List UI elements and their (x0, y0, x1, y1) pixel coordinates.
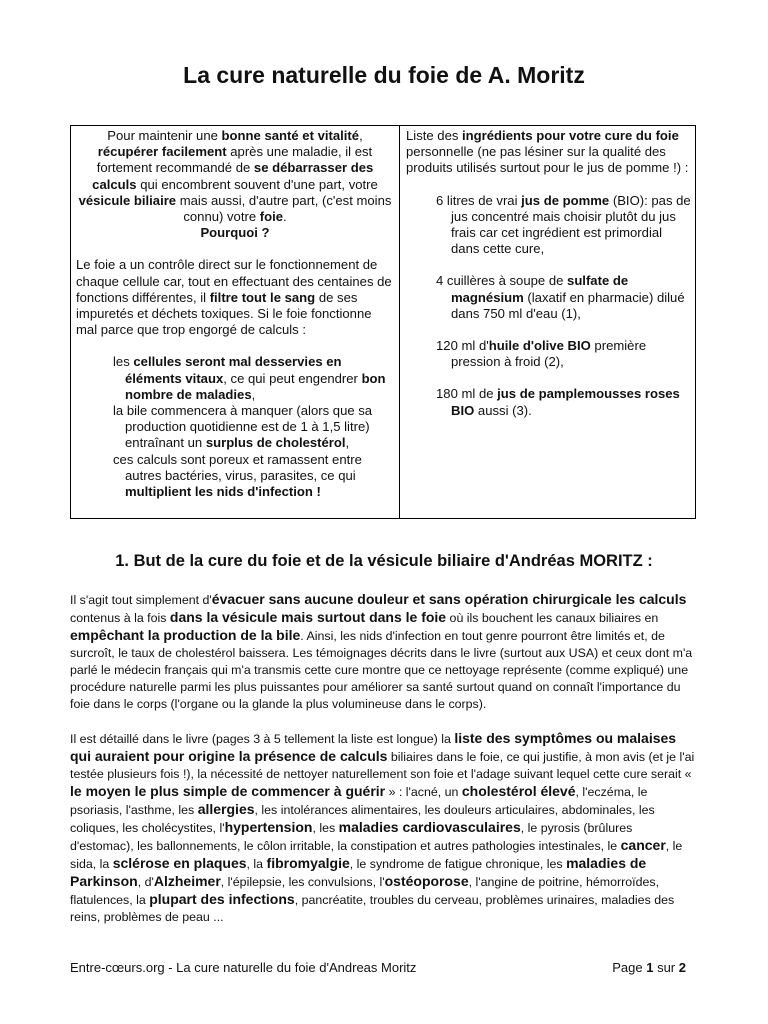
bold-phrase: jus de pamplemousses roses BIO (451, 386, 680, 418)
page-number: Page 1 sur 2 (612, 960, 686, 975)
text-run: , la (246, 857, 267, 871)
left-bullet-2 (76, 403, 394, 452)
text-run: Pour maintenir une (107, 128, 222, 143)
bold-phrase: se débarrasser des calculs (92, 160, 374, 192)
text-run: , d' (137, 875, 154, 889)
text-run: , le sida, la (70, 839, 683, 871)
text-run: 120 ml d' (436, 338, 489, 354)
text-run: , ce qui peut engendrer (223, 370, 362, 386)
bold-phrase: ingrédients pour votre cure du foie (462, 128, 679, 143)
text-run: » : l'acné, un (385, 785, 462, 799)
text-run: Le foie a un contrôle direct sur le fonctionnement de chaque cellule car, tout en effectuant des centaines de fonctions différentes, il (76, 257, 392, 305)
bold-phrase: plupart des infections (149, 891, 295, 907)
text-run: , l'angine de poitrine, hémorroïdes, flatulences, la (70, 875, 660, 907)
text-run: ces calculs sont poreux et ramassent entre autres bactéries, virus, parasites, ce qui (113, 451, 362, 483)
left-column (76, 128, 394, 500)
intro-table (70, 125, 696, 519)
footer-source: Entre-cœurs.org - La cure naturelle du foie d'Andreas Moritz (70, 960, 417, 975)
bold-phrase: sulfate de magnésium (451, 273, 629, 305)
text-run: , (251, 386, 256, 402)
bold-phrase: sclérose en plaques (112, 855, 247, 871)
bold-phrase: récupérer facilement (97, 144, 227, 160)
text-run: aussi (3). (474, 402, 532, 418)
text-run: après une maladie, il est fortement recommandé de (96, 144, 373, 176)
pourquoi-heading: Pourquoi ? (200, 225, 270, 241)
text-run: 4 cuillères à soupe de (436, 273, 568, 289)
text-run: qui encombrent souvent d'une part, votre (136, 176, 378, 192)
left-bullet-1 (76, 354, 394, 403)
text-run: (laxatif en pharmacie) dilué dans 750 ml d'eau (1), (451, 289, 685, 321)
bold-phrase: maladies cardiovasculaires (338, 819, 521, 835)
text-run: , les intolérances alimentaires, les douleurs articulaires, abdominales, les coliques, les cholécystites, l' (70, 803, 655, 835)
bold-phrase: surplus de cholestérol (205, 435, 346, 451)
bold-phrase: huile d'olive BIO (488, 338, 591, 354)
bold-phrase: dans la vésicule mais surtout dans le foie (169, 609, 447, 625)
ingredient-item (406, 273, 692, 322)
text-run: biliaires dans le foie, ce qui justifie, à mon avis (et je l'ai testée plusieurs fois !), la nécessité de nettoyer naturellement son foie et l'adage suivant lequel cette cure serait « (70, 750, 695, 781)
page-footer (70, 960, 686, 975)
bold-phrase: maladies de Parkinson (70, 855, 647, 889)
bold-phrase: ostéoporose (384, 873, 469, 889)
bold-phrase: Alzheimer (153, 873, 221, 889)
text-run: , l'eczéma, le psoriasis, l'asthme, les (70, 785, 648, 817)
bold-phrase: bon nombre de maladies (125, 370, 386, 402)
text-run: de ses impuretés et déchets toxiques. Si le foie fonctionne mal parce que trop engorgé de calculs : (76, 289, 372, 338)
table-divider (399, 126, 400, 518)
text-run: première pression à froid (2), (451, 338, 647, 370)
bold-phrase: filtre tout le sang (209, 289, 316, 305)
ingredient-item (406, 386, 692, 418)
text-run: . Ainsi, les nids d'infection en tout genre pourront être limités et, de surcroît, le taux de cholestérol baissera. Les témoignages décrits dans le livre (surtout aux USA) et ceux dont m'a parlé le médecin français qui m'a transmis cette cure montre que ce nettoyage représente (comme expliqué) une procédure naturelle parmi les plus puissantes pour améliorer sa santé surtout quand on connaît l'importance du foie dans le corps (l'organe ou la glande la plus volumineuse dans le corps). (70, 629, 693, 711)
text-run: 6 litres de vrai (436, 192, 522, 208)
text-run: , l'épilepsie, les convulsions, l' (220, 875, 385, 889)
bold-phrase: évacuer sans aucune douleur et sans opération chirurgicale les calculs (211, 591, 687, 607)
bold-phrase: vésicule biliaire (78, 192, 177, 208)
body-text (70, 591, 696, 926)
text-run: contenus à la fois (70, 611, 170, 625)
text-run: mais aussi, d'autre part, (c'est moins connu) votre (176, 192, 392, 225)
text-run: Il s'agit tout simplement d' (70, 593, 212, 607)
text-run: , le pyrosis (brûlures d'estomac), les ballonnements, le côlon irritable, la constipation et autres pathologies intestinales, le (70, 821, 633, 853)
text-run: la bile commencera à manquer (alors que sa production quotidienne est de 1 à 1,5 litre) entraînant un (113, 403, 373, 451)
bold-phrase: multiplient les nids d'infection ! (125, 484, 321, 500)
bold-phrase: le moyen le plus simple de commencer à guérir (70, 783, 386, 799)
bold-phrase: fibromyalgie (266, 855, 350, 871)
text-run: , les (312, 821, 339, 835)
bold-phrase: cellules seront mal desservies en éléments vitaux (125, 354, 342, 386)
body-paragraph-1 (70, 591, 696, 713)
page-title: La cure naturelle du foie de A. Moritz (183, 62, 585, 88)
text-run: 180 ml de (436, 386, 498, 402)
text-run: , pancréatite, troubles du cerveau, problèmes urinaires, maladies des reins, problèmes de peau ... (70, 893, 675, 924)
left-paragraph (76, 257, 394, 338)
left-intro (76, 128, 394, 225)
ingredient-item (406, 338, 692, 370)
body-paragraph-2 (70, 730, 696, 926)
right-intro (406, 128, 692, 177)
bold-phrase: allergies (197, 801, 255, 817)
text-run: (BIO): pas de jus concentré mais choisir plutôt du jus frais car cet ingrédient est primordial dans cette cure, (451, 192, 691, 257)
bold-phrase: jus de pomme (521, 192, 610, 208)
text-run: , (359, 128, 363, 143)
text-run: , le syndrome de fatigue chronique, les (349, 857, 567, 871)
text-run: Liste des (406, 128, 463, 143)
bold-phrase: liste des symptômes ou malaises qui auraient pour origine la présence de calculs (70, 730, 677, 764)
text-run: Il est détaillé dans le livre (pages 3 à 5 tellement la liste est longue) la (70, 732, 455, 746)
left-bullet-3 (76, 452, 394, 501)
bold-phrase: cancer (620, 837, 666, 853)
text-run: . (283, 209, 287, 225)
bold-phrase: empêchant la production de la bile (70, 627, 301, 643)
text-run: personnelle (ne pas lésiner sur la qualité des produits utilisés surtout pour le jus de pomme !) : (406, 144, 689, 176)
bold-phrase: foie (259, 209, 284, 225)
ingredient-item (406, 193, 692, 258)
text-run: , (345, 435, 350, 451)
text-run: où ils bouchent les canaux biliaires en (446, 611, 659, 625)
bold-phrase: cholestérol élevé (461, 783, 576, 799)
bold-phrase: bonne santé et vitalité (221, 128, 360, 143)
bold-phrase: hypertension (224, 819, 313, 835)
text-run: les (113, 354, 134, 370)
section-heading: 1. But de la cure du foie et de la vésicule biliaire d'Andréas MORITZ : (115, 552, 653, 570)
right-column (406, 128, 692, 419)
